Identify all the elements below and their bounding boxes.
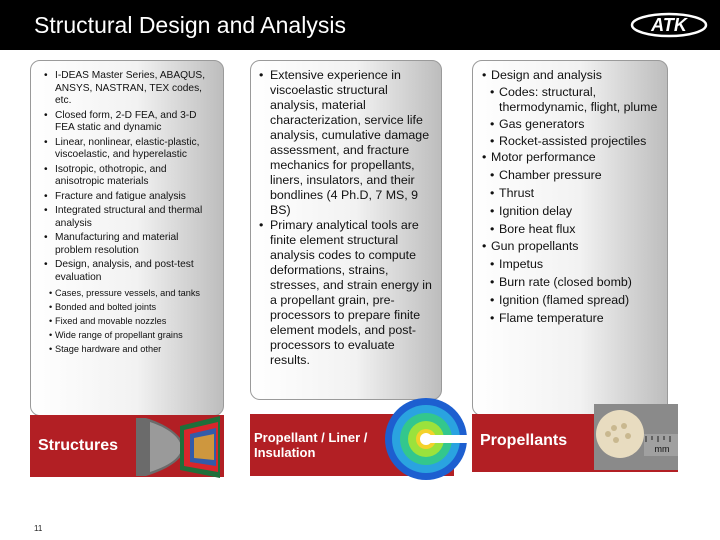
nozzle-fea-image <box>132 412 224 478</box>
sub-list-item: • Chamber pressure <box>481 167 661 185</box>
sub-list-item: • Wide range of propellant grains <box>41 328 215 342</box>
propellants-caption: Propellants <box>480 432 568 449</box>
structures-list <box>31 61 223 356</box>
sub-list-item: • Ignition delay <box>481 203 661 221</box>
sub-list-item: • Fixed and movable nozzles <box>41 314 215 328</box>
propellant-liner-caption: Propellant / Liner / Insulation <box>254 430 368 460</box>
grain-fea-image <box>384 397 468 481</box>
list-item: • Design and analysis <box>481 67 661 85</box>
sub-list-item: • Burn rate (closed bomb) <box>481 274 661 292</box>
list-item: • Gun propellants <box>481 238 661 256</box>
sub-list-item: • Bonded and bolted joints <box>41 300 215 314</box>
structures-caption-band <box>30 415 224 477</box>
sub-list-item: • Impetus <box>481 256 661 274</box>
structures-panel <box>30 60 224 416</box>
list-item: • Isotropic, othotropic, and anisotropic materials <box>41 164 215 189</box>
structures-caption: Structures <box>38 437 119 454</box>
atk-logo <box>630 10 708 40</box>
propellant-liner-panel <box>250 60 442 400</box>
propellant-liner-caption-band <box>250 414 454 476</box>
title-bar <box>0 0 720 50</box>
sub-list-item: • Ignition (flamed spread) <box>481 292 661 310</box>
propellant-sample-image <box>594 404 678 470</box>
list-item: • Primary analytical tools are finite element structural analysis codes to compute deformations, strains, stresses, and strain energy in a propellant grain, pre-processors to prepare finite element models, and post-processors to evaluate results. <box>257 218 435 368</box>
sub-list-item: • Stage hardware and other <box>41 342 215 356</box>
page-number: 11 <box>34 524 43 533</box>
sub-list-item: • Gas generators <box>481 116 661 134</box>
list-item: • Closed form, 2-D FEA, and 3-D FEA static and dynamic <box>41 110 215 135</box>
list-item: • I-DEAS Master Series, ABAQUS, ANSYS, NASTRAN, TEX codes, etc. <box>41 70 215 108</box>
mm-label: mm <box>654 444 670 454</box>
list-item: • Extensive experience in viscoelastic structural analysis, material characterization, service life analysis, cumulative damage assessment, and fracture mechanics for propellants, liners, insulators, and their bondlines (4 Ph.D, 7 MS, 9 BS) <box>257 68 435 218</box>
list-item: • Integrated structural and thermal analysis <box>41 205 215 230</box>
sub-list-item: • Cases, pressure vessels, and tanks <box>41 286 215 300</box>
list-item: • Linear, nonlinear, elastic-plastic, viscoelastic, and hyperelastic <box>41 137 215 162</box>
propellants-caption-band <box>472 414 678 472</box>
propellants-list <box>473 61 667 327</box>
sub-list-item: • Codes: structural, thermodynamic, flight, plume <box>481 85 661 116</box>
logo-text: ATK <box>651 15 687 35</box>
sub-list-item: • Bore heat flux <box>481 221 661 239</box>
propellants-panel <box>472 60 668 416</box>
list-item: • Fracture and fatigue analysis <box>41 191 215 204</box>
list-item: • Design, analysis, and post-test evaluation <box>41 259 215 284</box>
sub-list-item: • Flame temperature <box>481 310 661 328</box>
sub-list-item: • Thrust <box>481 185 661 203</box>
page-title: Structural Design and Analysis <box>34 12 346 38</box>
sub-list-item: • Rocket-assisted projectiles <box>481 134 661 150</box>
list-item: • Manufacturing and material problem resolution <box>41 232 215 257</box>
list-item: • Motor performance <box>481 149 661 167</box>
propellant-liner-list <box>251 61 441 368</box>
